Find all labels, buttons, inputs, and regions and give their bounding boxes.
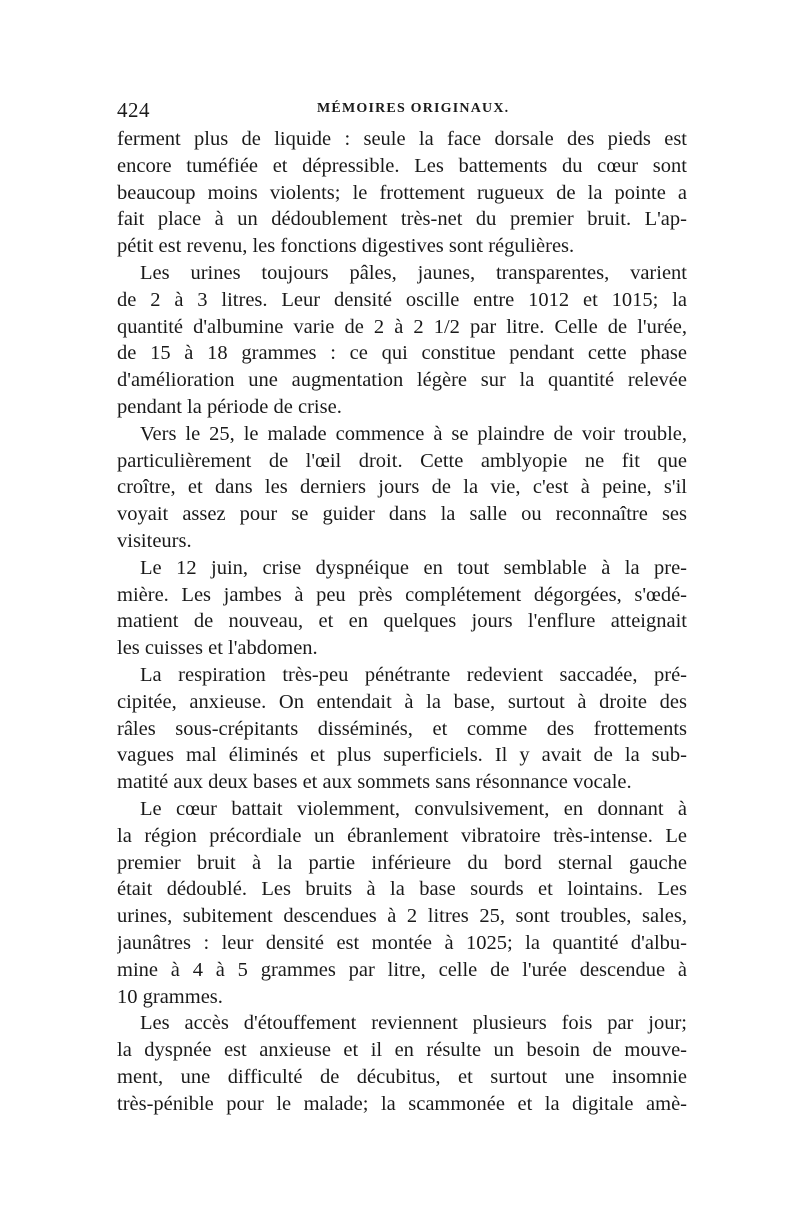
text-line: les cuisses et l'abdomen. [117,637,318,660]
text-line: La respiration très-peu pénétrante redevient saccadée, pré- [140,663,687,686]
text-line: visiteurs. [117,529,192,552]
text-line: 10 grammes. [117,985,223,1008]
text-line: était dédoublé. Les bruits à la base sourds et lointains. Les [117,878,687,901]
text-line: râles sous-crépitants disséminés, et comme des frottements [117,717,687,740]
text-line: voyait assez pour se guider dans la salle ou reconnaître ses [117,503,687,526]
text-line: Le cœur battait violemment, convulsivement, en donnant à [140,797,687,820]
text-line: pendant la période de crise. [117,395,342,418]
text-line: ferment plus de liquide : seule la face dorsale des pieds est [117,128,687,150]
text-line: matité aux deux bases et aux sommets sans résonnance vocale. [117,771,632,794]
text-line: de 2 à 3 litres. Leur densité oscille entre 1012 et 1015; la [117,288,687,311]
text-line: urines, subitement descendues à 2 litres 25, sont troubles, sales, [117,905,687,928]
text-line: premier bruit à la partie inférieure du bord sternal gauche [117,851,687,874]
text-line: beaucoup moins violents; le frottement rugueux de la pointe a [117,181,687,204]
text-line: quantité d'albumine varie de 2 à 2 1/2 par litre. Celle de l'urée, [117,315,687,338]
text-line: la région précordiale un ébranlement vibratoire très-intense. Le [117,824,687,847]
text-line: Les accès d'étouffement reviennent plusieurs fois par jour; [140,1012,687,1035]
text-line: jaunâtres : leur densité est montée à 1025; la quantité d'albu- [117,931,687,954]
text-line: Le 12 juin, crise dyspnéique en tout semblable à la pre- [140,556,687,579]
text-line: de 15 à 18 grammes : ce qui constitue pendant cette phase [117,342,687,365]
text-line: mière. Les jambes à peu près complétement dégorgées, s'œdé- [117,583,687,606]
text-line: d'amélioration une augmentation légère sur la quantité relevée [117,369,687,392]
page-header [117,98,687,126]
text-line: mine à 4 à 5 grammes par litre, celle de l'urée descendue à [117,958,687,981]
body-text [117,126,687,1117]
text-line: très-pénible pour le malade; la scammonée et la digitale amè- [117,1092,687,1115]
page-number: 424 [117,98,150,122]
text-line: matient de nouveau, et en quelques jours l'enflure atteignait [117,610,687,633]
text-line: encore tuméfiée et dépressible. Les battements du cœur sont [117,154,687,177]
text-line: ment, une difficulté de décubitus, et surtout une insomnie [117,1065,687,1088]
running-title: MÉMOIRES ORIGINAUX. [317,101,510,116]
text-line: fait place à un dédoublement très-net du premier bruit. L'ap- [117,208,687,231]
text-line: Vers le 25, le malade commence à se plaindre de voir trouble, [140,422,687,445]
text-line: vagues mal éliminés et plus superficiels. Il y avait de la sub- [117,744,687,767]
text-line: pétit est revenu, les fonctions digestives sont régulières. [117,235,575,258]
text-line: Les urines toujours pâles, jaunes, transparentes, varient [140,261,687,284]
text-line: cipitée, anxieuse. On entendait à la base, surtout à droite des [117,690,687,713]
text-line: croître, et dans les derniers jours de la vie, c'est à peine, s'il [117,476,687,499]
text-line: particulièrement de l'œil droit. Cette amblyopie ne fit que [117,449,687,472]
text-line: la dyspnée est anxieuse et il en résulte un besoin de mouve- [117,1039,687,1062]
